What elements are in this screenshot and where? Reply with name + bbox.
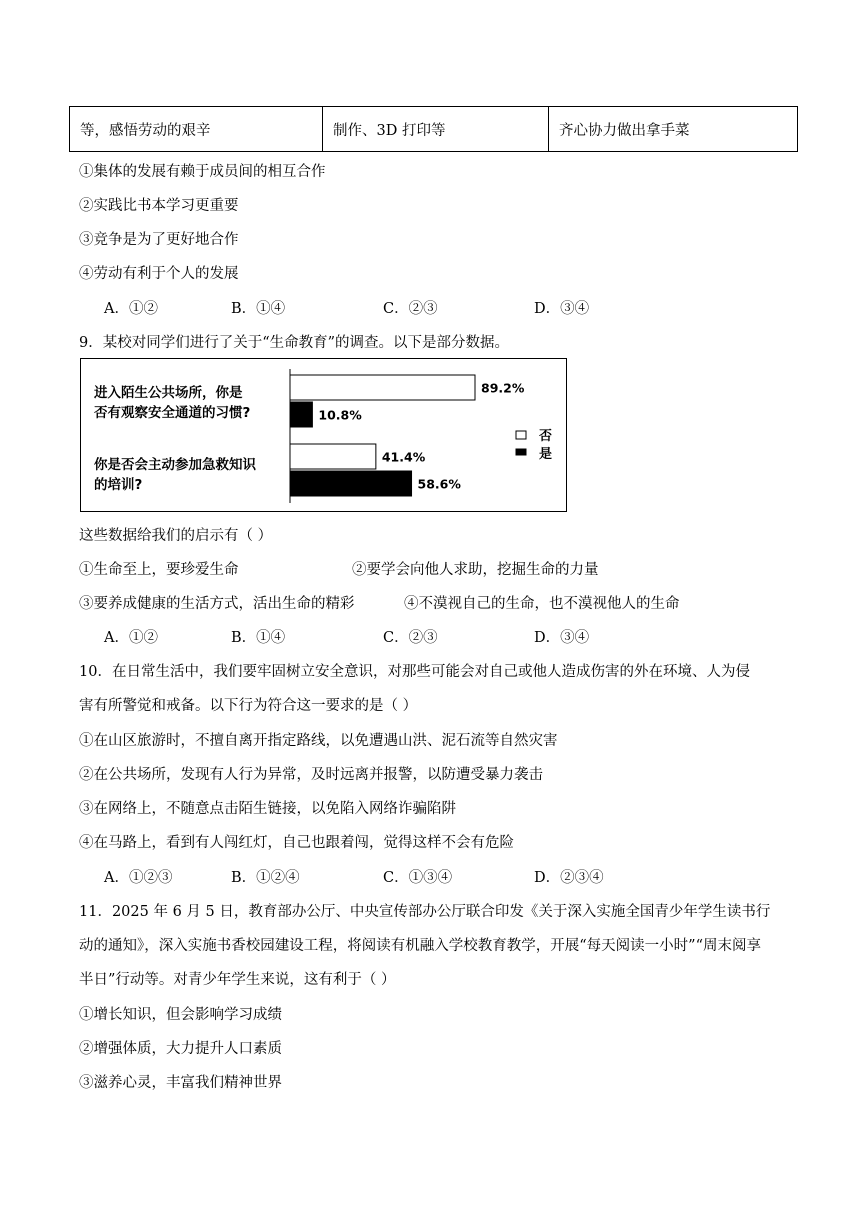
q10-option-d: D．②③④ xyxy=(534,870,604,886)
table-fragment xyxy=(69,106,798,152)
q10-stem-line-1: 10．在日常生活中，我们要牢固树立安全意识，对那些可能会对自己或他人造成伤害的外在环境、人为侵 xyxy=(79,664,750,680)
q11-statement-1: ①增长知识，但会影响学习成绩 xyxy=(79,1007,282,1023)
chart-category-label: 进入陌生公共场所，你是 xyxy=(94,385,243,401)
legend-label: 否 xyxy=(539,429,553,444)
chart-data-label: 89.2% xyxy=(481,380,525,396)
q9-statement-4: ④不漠视自己的生命，也不漠视他人的生命 xyxy=(404,596,680,612)
q9-option-b: B．①④ xyxy=(231,630,286,646)
q8-statement-3: ③竞争是为了更好地合作 xyxy=(79,232,239,248)
chart-category-label: 否有观察安全通道的习惯? xyxy=(94,405,251,421)
chart-category-label: 的培训? xyxy=(94,477,143,493)
chart-data-label: 41.4% xyxy=(381,449,426,465)
q10-option-c: C．①③④ xyxy=(383,870,453,886)
chart-data-label: 10.8% xyxy=(318,407,362,423)
table-cell: 等，感悟劳动的艰辛 xyxy=(70,107,323,151)
q8-statement-2: ②实践比书本学习更重要 xyxy=(79,198,239,214)
q10-option-a: A．①②③ xyxy=(104,870,173,886)
q9-option-a: A．①② xyxy=(104,630,158,646)
q11-stem-line-3: 半日”行动等。对青少年学生来说，这有利于（ ） xyxy=(79,972,396,988)
q10-statement-1: ①在山区旅游时，不擅自离开指定路线，以免遭遇山洪、泥石流等自然灾害 xyxy=(79,733,558,749)
q8-option-b: B．①④ xyxy=(231,301,286,317)
table-cell: 制作、3D 打印等 xyxy=(323,107,549,151)
chart-bar-是 xyxy=(290,471,412,496)
table-cell: 齐心协力做出拿手菜 xyxy=(559,122,690,139)
survey-chart xyxy=(80,358,567,512)
chart-data-label: 58.6% xyxy=(417,476,461,492)
q10-option-b: B．①②④ xyxy=(231,870,300,886)
q9-option-d: D．③④ xyxy=(534,630,590,646)
legend-swatch xyxy=(516,449,526,455)
q10-stem-line-2: 害有所警觉和戒备。以下行为符合这一要求的是（ ） xyxy=(79,698,418,714)
q8-option-c: C．②③ xyxy=(383,301,438,317)
chart-bar-否 xyxy=(290,375,475,400)
q9-prompt: 这些数据给我们的启示有（ ） xyxy=(79,528,273,544)
q11-stem-line-2: 动的通知》，深入实施书香校园建设工程，将阅读有机融入学校教育教学，开展“每天阅读一小时”“周末阅享 xyxy=(79,938,761,954)
q9-statement-3: ③要养成健康的生活方式，活出生命的精彩 xyxy=(79,596,355,612)
q9-stem: 9．某校对同学们进行了关于“生命教育”的调查。以下是部分数据。 xyxy=(79,335,510,351)
q10-statement-3: ③在网络上，不随意点击陌生链接，以免陷入网络诈骗陷阱 xyxy=(79,801,456,817)
q11-statement-2: ②增强体质，大力提升人口素质 xyxy=(79,1041,282,1057)
q9-statement-1: ①生命至上，要珍爱生命 xyxy=(79,562,239,578)
q8-option-d: D．③④ xyxy=(534,301,590,317)
q11-stem-line-1: 11．2025 年 6 月 5 日，教育部办公厅、中央宣传部办公厅联合印发《关于深入实施全国青少年学生读书行 xyxy=(79,904,771,920)
q11-statement-3: ③滋养心灵，丰富我们精神世界 xyxy=(79,1075,282,1091)
survey-chart-svg xyxy=(81,359,568,513)
chart-bar-否 xyxy=(290,444,376,469)
chart-category-label: 你是否会主动参加急救知识 xyxy=(94,457,256,473)
q8-statement-4: ④劳动有利于个人的发展 xyxy=(79,266,239,282)
q9-statement-2: ②要学会向他人求助，挖掘生命的力量 xyxy=(352,562,599,578)
q8-option-a: A．①② xyxy=(104,301,158,317)
chart-bar-是 xyxy=(290,402,312,427)
q10-statement-2: ②在公共场所，发现有人行为异常，及时远离并报警，以防遭受暴力袭击 xyxy=(79,767,543,783)
q9-option-c: C．②③ xyxy=(383,630,438,646)
q8-statement-1: ①集体的发展有赖于成员间的相互合作 xyxy=(79,164,326,180)
legend-swatch xyxy=(516,431,526,439)
legend-label: 是 xyxy=(539,447,553,462)
q10-statement-4: ④在马路上，看到有人闯红灯，自己也跟着闯，觉得这样不会有危险 xyxy=(79,835,514,851)
